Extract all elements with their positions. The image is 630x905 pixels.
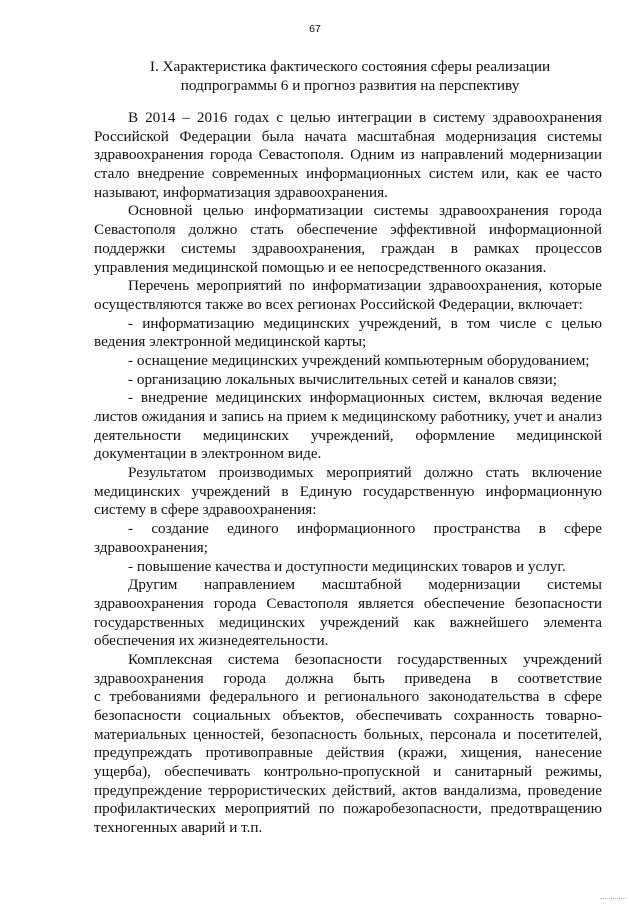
- paragraph-line: предупреждать противоправные действия (кражи, хищения, нанесение: [94, 744, 602, 762]
- paragraph-security-direction: [94, 576, 602, 651]
- paragraph-line: здравоохранения города Севастополя является обеспечение безопасности: [94, 594, 602, 612]
- paragraph-line: Результатом производимых мероприятий должно стать включение: [128, 464, 602, 482]
- paragraph-modernization-intro: [94, 109, 602, 202]
- paragraph-line: поддержки системы здравоохранения, граждан в рамках процессов: [94, 239, 602, 257]
- paragraph-line: Севастополя должно стать обеспечение эффективной информационной: [94, 221, 602, 239]
- paragraph-line: систему в сфере здравоохранения:: [94, 501, 317, 519]
- page-number: 67: [309, 23, 321, 35]
- paragraph-line: Комплексная система безопасности государственных учреждений: [128, 650, 602, 668]
- section-heading-line: I. Характеристика фактического состояния сферы реализации: [149, 58, 551, 75]
- paragraph-line: техногенных аварий и т.п.: [94, 819, 263, 837]
- paragraph-line: Основной целью информатизации системы здравоохранения города: [128, 202, 602, 220]
- paragraph-line: безопасности социальных объектов, обеспечивать сохранность товарно-: [94, 707, 602, 724]
- document-body: [94, 109, 602, 838]
- paragraph-line: осуществляются также во всех регионах Российской Федерации, включает:: [94, 295, 583, 313]
- paragraph-line: - внедрение медицинских информационных систем, включая ведение: [128, 389, 602, 407]
- paragraph-line: материальных ценностей, безопасность больных, персонала и посетителей,: [94, 725, 602, 743]
- paragraph-line: - организацию локальных вычислительных сетей и каналов связи;: [128, 370, 557, 388]
- paragraph-line: - информатизацию медицинских учреждений, в том числе с целью: [128, 314, 602, 332]
- paragraph-line: В 2014 – 2016 годах с целью интеграции в систему здравоохранения: [128, 109, 602, 126]
- paragraph-line: предупреждение террористических действий, актов вандализма, проведение: [94, 781, 602, 799]
- paragraph-line: называют, информатизация здравоохранения.: [94, 183, 388, 201]
- list-item: [94, 558, 602, 577]
- paragraph-line: с требованиями федерального и регионального законодательства в сфере: [94, 688, 602, 706]
- paragraph-line: профилактических мероприятий по пожаробезопасности, предотвращению: [94, 800, 602, 818]
- paragraph-line: - создание единого информационного пространства в сфере: [128, 520, 602, 538]
- paragraph-line: Перечень мероприятий по информатизации здравоохранения, которые: [128, 277, 602, 295]
- paragraph-line: ведения электронной медицинской карты;: [94, 333, 367, 351]
- paragraph-line: государственных медицинских учреждений как важнейшего элемента: [94, 613, 602, 631]
- paragraph-informatization-goal: [94, 202, 602, 277]
- list-item: [94, 389, 602, 464]
- paragraph-line: - повышение качества и доступности медицинских товаров и услуг.: [128, 557, 566, 575]
- paragraph-line: здравоохранения города должна быть приведена в соответствие: [94, 669, 602, 687]
- paragraph-line: ущерба), обеспечивать контрольно-пропускной и санитарный режимы,: [94, 763, 602, 781]
- paragraph-measures-list-intro: [94, 277, 602, 314]
- paragraph-line: - оснащение медицинских учреждений компьютерным оборудованием;: [128, 351, 590, 369]
- section-heading-line: подпрограммы 6 и прогноз развития на перспективу: [180, 77, 520, 94]
- paragraph-line: листов ожидания и запись на прием к медицинскому работнику, учет и анализ: [94, 408, 602, 425]
- paragraph-line: Российской Федерации была начата масштабная модернизация системы: [94, 127, 602, 145]
- paragraph-line: здравоохранения города Севастополя. Одним из направлений модернизации: [94, 146, 602, 164]
- paragraph-line: обеспечения их жизнедеятельности.: [94, 632, 329, 650]
- list-item: [94, 371, 602, 390]
- paragraph-line: управления медицинской помощью и ее непосредственного оказания.: [94, 258, 547, 276]
- scan-edge-artifact: [600, 895, 626, 899]
- paragraph-line: стало внедрение современных информационных систем или, как ее часто: [94, 165, 602, 183]
- paragraph-line: документации в электронном виде.: [94, 445, 322, 463]
- paragraph-line: деятельности медицинских учреждений, оформление медицинской: [94, 426, 602, 444]
- section-heading: [95, 57, 605, 95]
- paragraph-line: медицинских учреждений в Единую государственную информационную: [94, 482, 602, 500]
- paragraph-line: здравоохранения;: [94, 538, 208, 556]
- list-item: [94, 520, 602, 557]
- list-item: [94, 352, 602, 371]
- paragraph-security-system: [94, 651, 602, 838]
- paragraph-expected-result: [94, 464, 602, 520]
- paragraph-line: Другим направлением масштабной модернизации системы: [128, 576, 602, 594]
- list-item: [94, 315, 602, 352]
